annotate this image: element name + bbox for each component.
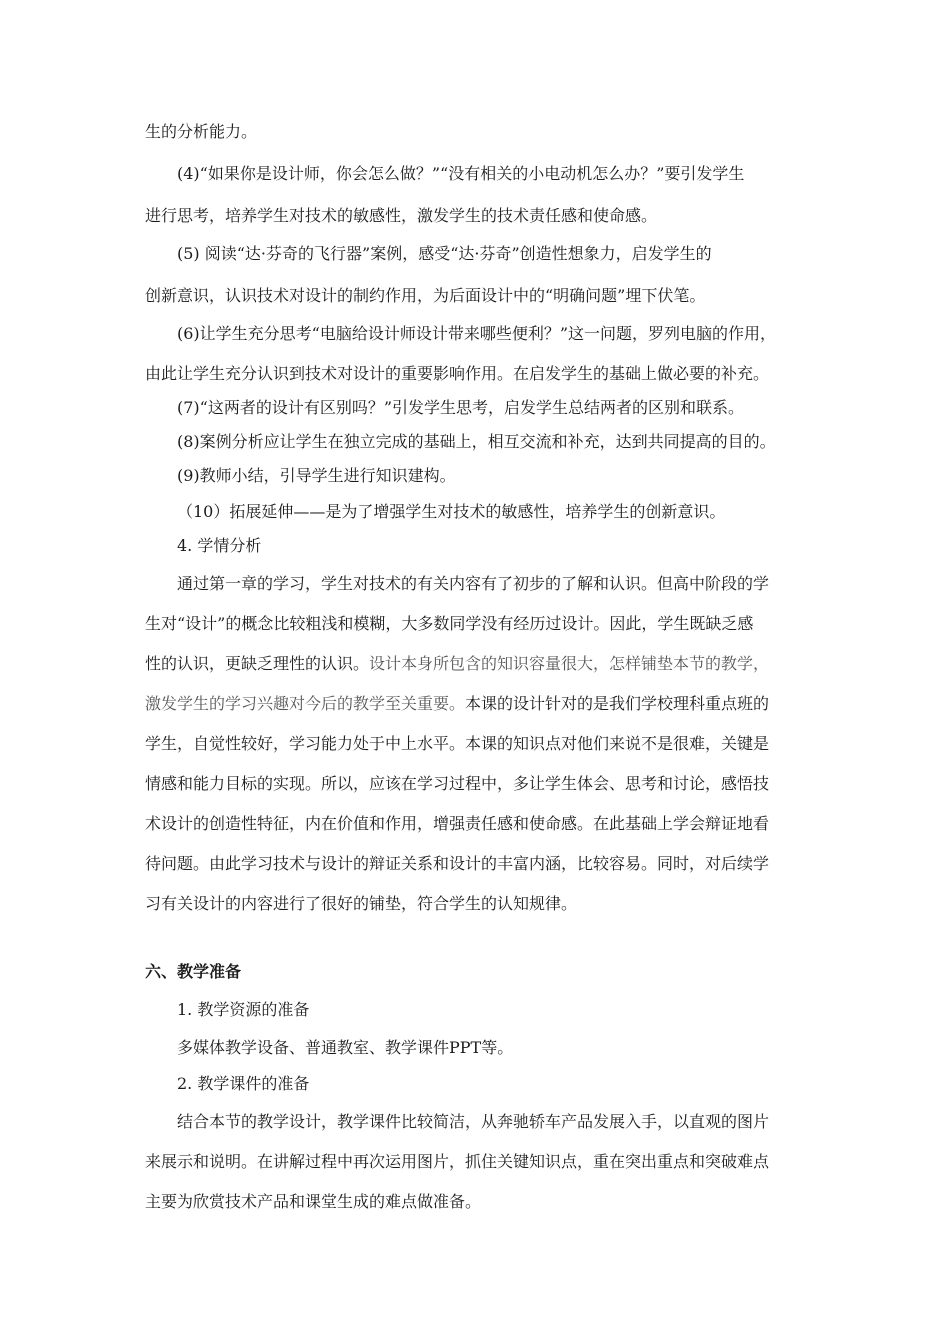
line-text: (6)让学生充分思考“电脑给设计师设计带来哪些便利？”这一问题，罗列电脑的作用， xyxy=(177,324,777,343)
line-text: 情感和能力目标的实现。所以，应该在学习过程中，多让学生体会、思考和讨论，感悟技 xyxy=(145,774,770,793)
line-text: 主要为欣赏技术产品和课堂生成的难点做准备。 xyxy=(145,1192,482,1211)
text-line xyxy=(145,692,769,716)
text-line xyxy=(145,1150,769,1174)
line-text: (9)教师小结，引导学生进行知识建构。 xyxy=(177,466,456,485)
text-line xyxy=(145,772,769,796)
text-line xyxy=(145,1072,309,1096)
text-line xyxy=(145,322,776,346)
text-line xyxy=(145,362,769,386)
text-line xyxy=(145,998,309,1022)
text-line xyxy=(145,242,712,266)
line-text: 性的认识，更缺乏理性的认识。 xyxy=(145,654,370,673)
line-text: 通过第一章的学习，学生对技术的有关内容有了初步的了解和认识。但高中阶段的学 xyxy=(177,574,770,593)
line-text: (8)案例分析应让学生在独立完成的基础上，相互交流和补充，达到共同提高的目的。 xyxy=(177,432,776,451)
text-line xyxy=(145,652,769,676)
line-text: 来展示和说明。在讲解过程中再次运用图片，抓住关键知识点，重在突出重点和突破难点 xyxy=(145,1152,770,1171)
line-text: (4)“如果你是设计师，你会怎么做？”“没有相关的小电动机怎么办？”要引发学生 xyxy=(177,164,745,183)
text-line xyxy=(145,284,705,308)
text-line xyxy=(145,430,776,454)
line-text: 习有关设计的内容进行了很好的铺垫，符合学生的认知规律。 xyxy=(145,894,578,913)
line-text: (5) 阅读“达·芬奇的飞行器”案例，感受“达·芬奇”创造性想象力，启发学生的 xyxy=(177,244,712,263)
line-text-continued: 设计本身所包含的知识容量很大，怎样铺垫本节的教学， xyxy=(369,654,770,673)
line-text: 学生，自觉性较好，学习能力处于中上水平。本课的知识点对他们来说不是很难，关键是 xyxy=(145,734,770,753)
text-line xyxy=(145,812,769,836)
line-text: 生对“设计”的概念比较粗浅和模糊，大多数同学没有经历过设计。因此，学生既缺乏感 xyxy=(145,614,754,633)
line-text: 创新意识，认识技术对设计的制约作用，为后面设计中的“明确问题”埋下伏笔。 xyxy=(145,286,706,305)
text-line xyxy=(145,1190,481,1214)
line-text: 4. 学情分析 xyxy=(177,536,262,555)
text-line xyxy=(145,120,257,144)
text-line xyxy=(145,892,577,916)
text-line xyxy=(145,464,456,488)
line-text: 多媒体教学设备、普通教室、教学课件PPT等。 xyxy=(177,1038,514,1057)
text-line xyxy=(145,534,261,558)
line-text: （10）拓展延伸——是为了增强学生对技术的敏感性，培养学生的创新意识。 xyxy=(177,502,726,521)
section-heading xyxy=(145,960,241,984)
text-line xyxy=(145,732,769,756)
text-line xyxy=(145,612,753,636)
line-text: 结合本节的教学设计，教学课件比较简洁，从奔驰轿车产品发展入手，以直观的图片 xyxy=(177,1112,770,1131)
line-text: (7)“这两者的设计有区别吗？”引发学生思考，启发学生总结两者的区别和联系。 xyxy=(177,398,745,417)
text-line xyxy=(145,396,744,420)
line-text: 六、教学准备 xyxy=(145,962,242,981)
line-text: 激发学生的学习兴趣对今后的教学至关重要。 xyxy=(145,694,466,713)
line-text: 待问题。由此学习技术与设计的辩证关系和设计的丰富内涵，比较容易。同时，对后续学 xyxy=(145,854,770,873)
line-text: 2. 教学课件的准备 xyxy=(177,1074,310,1093)
text-line xyxy=(145,572,769,596)
text-line xyxy=(145,204,657,228)
text-line xyxy=(145,1110,769,1134)
line-text: 1. 教学资源的准备 xyxy=(177,1000,310,1019)
text-line xyxy=(145,500,725,524)
line-text-continued: 本课的设计针对的是我们学校理科重点班的 xyxy=(465,694,770,713)
text-line xyxy=(145,1036,513,1060)
text-line xyxy=(145,852,769,876)
text-line xyxy=(145,162,744,186)
line-text: 生的分析能力。 xyxy=(145,122,258,141)
line-text: 术设计的创造性特征，内在价值和作用，增强责任感和使命感。在此基础上学会辩证地看 xyxy=(145,814,770,833)
line-text: 由此让学生充分认识到技术对设计的重要影响作用。在启发学生的基础上做必要的补充。 xyxy=(145,364,770,383)
line-text: 进行思考，培养学生对技术的敏感性，激发学生的技术责任感和使命感。 xyxy=(145,206,658,225)
